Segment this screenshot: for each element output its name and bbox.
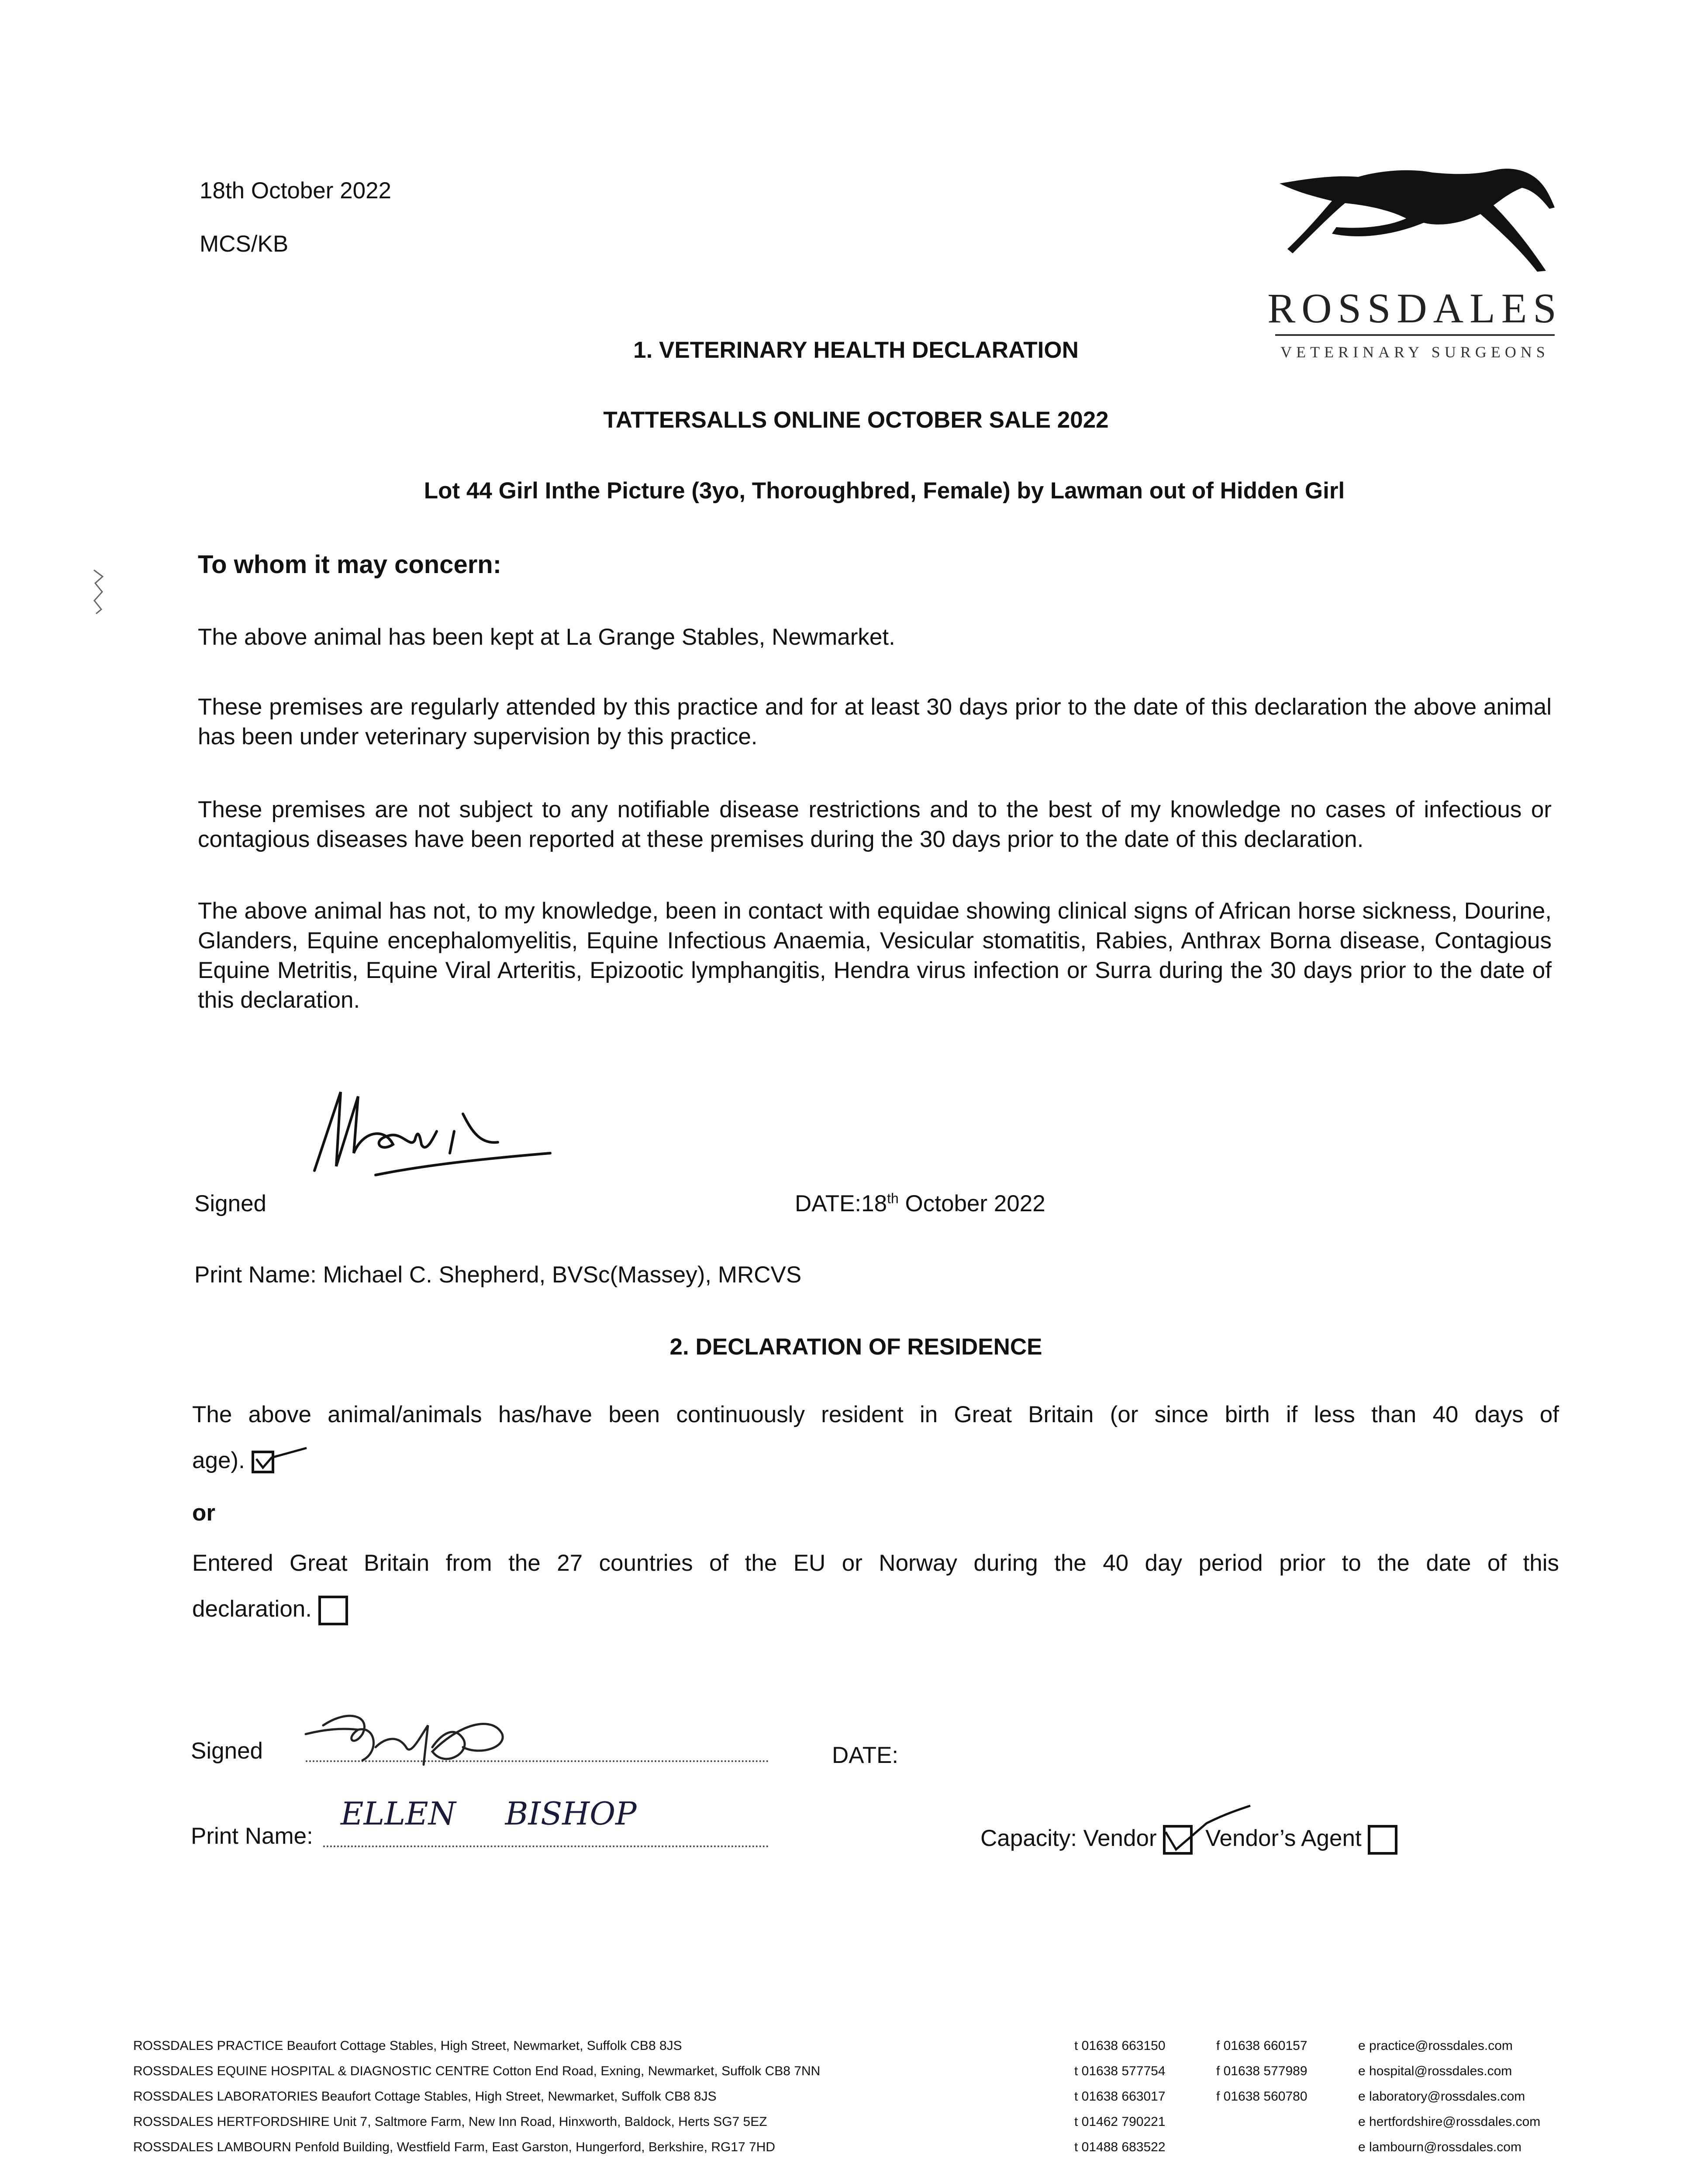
logo-tagline: VETERINARY SURGEONS: [1280, 343, 1549, 361]
salutation: To whom it may concern:: [198, 550, 502, 579]
vendors-agent-checkbox[interactable]: [1368, 1825, 1397, 1855]
vendor-date-label: DATE:: [832, 1742, 899, 1768]
vendor-checkbox[interactable]: [1163, 1825, 1193, 1855]
paragraph-restrictions: These premises are not subject to any notifiable disease restrictions and to the best of my knowledge no cases of infectious or contagious diseases have been reported at these premises during the 30 days prior to the date of this declaration.: [198, 797, 1552, 852]
lot-description: Lot 44 Girl Inthe Picture (3yo, Thoroughbred, Female) by Lawman out of Hidden Girl: [424, 478, 1345, 504]
footer-contacts: [133, 2033, 1596, 2160]
residence-option2: declaration.: [192, 1594, 348, 1625]
residence-option1: age).: [192, 1446, 274, 1476]
residence-option1-text: The above animal/animals has/have been continuously resident in Great Britain (or since birth if less than 40 days of: [192, 1402, 1559, 1427]
footer-row: ROSSDALES PRACTICE Beaufort Cottage Stables, High Street, Newmarket, Suffolk CB8 8JS t 01638 663150 f 01638 660157 e practice@rossdales.com: [133, 2039, 1513, 2053]
option2-checkbox[interactable]: [318, 1596, 348, 1625]
letter-date: 18th October 2022: [200, 178, 392, 204]
vendor-signature: [297, 1699, 568, 1773]
footer-row: ROSSDALES LAMBOURN Penfold Building, Westfield Farm, East Garston, Hungerford, Berkshire, RG17 7HD t 01488 683522 e lambourn@rossdales.com: [133, 2140, 1521, 2154]
letter-reference: MCS/KB: [200, 231, 289, 257]
footer-row: ROSSDALES EQUINE HOSPITAL & DIAGNOSTIC CENTRE Cotton End Road, Exning, Newmarket, Suffolk CB8 7NN t 01638 577754 f 01638 577989 e hospital@rossdales.com: [133, 2064, 1512, 2078]
vendor-print-name-label: Print Name:: [191, 1823, 313, 1849]
vendor-signed-label: Signed: [191, 1738, 263, 1764]
vet-signed-label: Signed: [194, 1191, 267, 1216]
or-label: or: [192, 1500, 215, 1526]
vendor-handwritten-name: ELLEN BISHOP: [341, 1795, 637, 1832]
capacity: Capacity: Vendor Vendor’s Agent: [980, 1824, 1397, 1855]
logo-divider: [1275, 334, 1555, 336]
margin-stamp-mark: [92, 568, 105, 616]
option1-checkbox[interactable]: [252, 1451, 274, 1473]
section2-title: 2. DECLARATION OF RESIDENCE: [669, 1334, 1042, 1360]
paragraph-contact: The above animal has not, to my knowledge, been in contact with equidae showing clinical signs of African horse sickness, Dourine, Glanders, Equine encephalomyelitis, Equine Infectious Anaemia, Vesicular stomatitis, Rabies, Anthrax Borna disease, Contagious Equine Metritis, Equine Viral Arteritis, Epizootic lymphangitis, Hendra virus infection or Surra during the 30 days prior to the date of this declaration.: [198, 898, 1552, 1013]
vet-print-name: Print Name: Michael C. Shepherd, BVSc(Massey), MRCVS: [194, 1262, 802, 1288]
footer-row: ROSSDALES HERTFORDSHIRE Unit 7, Saltmore Farm, New Inn Road, Hinxworth, Baldock, Herts SG7 5EZ t 01462 790221 e hertfordshire@rossdales.com: [133, 2115, 1541, 2129]
vet-date: DATE:18th October 2022: [795, 1190, 1045, 1216]
sale-title: TATTERSALLS ONLINE OCTOBER SALE 2022: [603, 407, 1109, 433]
rossdales-logo: [1266, 157, 1563, 371]
footer-row: ROSSDALES LABORATORIES Beaufort Cottage Stables, High Street, Newmarket, Suffolk CB8 8JS t 01638 663017 f 01638 560780 e laboratory@rossdales.com: [133, 2089, 1525, 2104]
section1-title: 1. VETERINARY HEALTH DECLARATION: [633, 337, 1079, 363]
checkmark-icon: [254, 1448, 311, 1474]
residence-option2-text: Entered Great Britain from the 27 countries of the EU or Norway during the 40 day period prior to the date of this: [192, 1550, 1559, 1576]
horse-logo-icon: [1266, 157, 1563, 288]
vet-signature: [306, 1066, 568, 1179]
logo-wordmark: ROSSDALES: [1267, 285, 1563, 332]
paragraph-supervision: These premises are regularly attended by this practice and for at least 30 days prior to the date of this declaration the above animal has been under veterinary supervision by this practice.: [198, 694, 1552, 750]
checkmark-icon: [1163, 1806, 1250, 1854]
paragraph-kept: The above animal has been kept at La Grange Stables, Newmarket.: [198, 624, 895, 650]
